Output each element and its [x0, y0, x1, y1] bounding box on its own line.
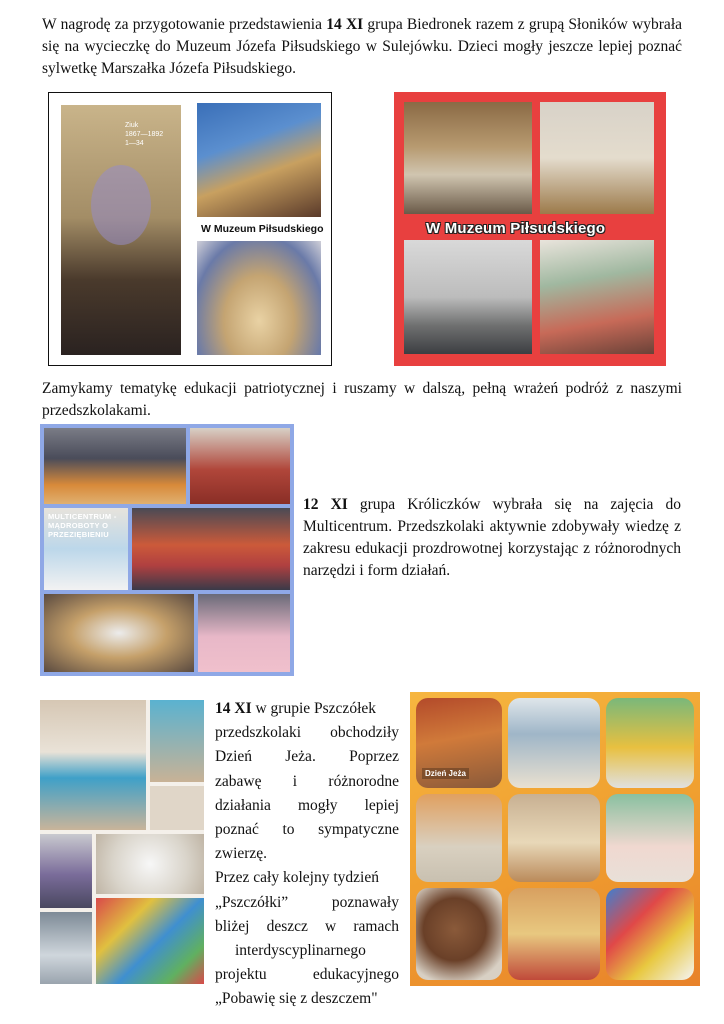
- photo-cotton: [96, 834, 204, 894]
- multicentrum-collage: [40, 424, 294, 676]
- pszczolki-line-2: przedszkolaki obchodziły: [215, 724, 399, 742]
- rain-collage: [40, 700, 204, 984]
- photo-uniform: [404, 240, 532, 354]
- pszczolki-line-9: „Pszczółki” poznawały: [215, 893, 399, 911]
- exhibit-date-3: 1—34: [125, 140, 144, 147]
- pszczolki-line-12: projektu edukacyjnego: [215, 966, 399, 984]
- pszczolki-line-5: działania mogły lepiej: [215, 796, 399, 814]
- photo-floor-play: [190, 428, 290, 504]
- exhibit-date-2: 1867—1892: [125, 131, 164, 138]
- multicentrum-paragraph: [303, 494, 681, 582]
- photo-boy-blocks: [606, 698, 694, 788]
- photo-hedgehog-toy: [416, 888, 502, 980]
- pszczolki-line-7: zwierzę.: [215, 845, 268, 863]
- pszczolki-line-10: bliżej deszcz w ramach: [215, 917, 399, 935]
- photo-boy-floor: [416, 794, 502, 882]
- photo-table-blue: [150, 700, 204, 782]
- exhibit-date-1: Ziuk: [125, 122, 139, 129]
- intro-paragraph: [42, 14, 682, 80]
- photo-colored-tiles: [606, 888, 694, 980]
- photo-exhibition-wall: [61, 105, 181, 355]
- pszczolki-paragraph: [215, 697, 399, 1012]
- photo-sponge: [150, 786, 204, 830]
- photo-children-circle: [197, 241, 321, 355]
- pszczolki-line-1: w grupie Pszczółek: [251, 700, 377, 717]
- pszczolki-line-4: zabawę i różnorodne: [215, 772, 399, 790]
- hedgehog-label: Dzień Jeża: [422, 768, 469, 779]
- photo-water-jar: [40, 834, 92, 908]
- multicentrum-label: MULTICENTRUM - MĄDROBOTY O PRZEZIĘBIENIU: [48, 512, 117, 539]
- photo-display-case: [404, 102, 532, 214]
- museum-collage-right: [394, 92, 666, 366]
- multicentrum-text: grupa Króliczków wybrała się na zajęcia do Multicentrum. Przedszkolaki aktywnie zdobywały wiedzę z zakresu edukacji prozdrowotnej korzystając z różnorodnych narzędzi i form działań.: [303, 496, 681, 579]
- photo-rain-cards: [40, 700, 146, 830]
- pszczolki-line-13: „Pobawię się z deszczem": [215, 990, 378, 1008]
- photo-kids-table: [508, 698, 600, 788]
- photo-circle-group: [44, 594, 194, 672]
- intro-date: 14 XI: [326, 16, 364, 33]
- portrait-silhouette: [91, 165, 151, 245]
- exhibit-dates: [125, 121, 163, 148]
- pszczolki-line-8: Przez cały kolejny tydzień: [215, 869, 379, 887]
- photo-computer-lab: [44, 428, 186, 504]
- pszczolki-line-11: interdyscyplinarnego: [235, 942, 366, 960]
- photo-projection-room: [197, 103, 321, 217]
- intro-text-start: W nagrodę za przygotowanie przedstawienia: [42, 16, 327, 33]
- museum-collage-left: [48, 92, 332, 366]
- photo-two-girls: [198, 594, 290, 672]
- intro-text-end: grupa Biedronek razem z grupą Słoników wybrała się na wycieczkę do Muzeum Józefa Piłsudskiego w Sulejówku. Dzieci mogły jeszcze lepiej poznać sylwetkę Marszałka Józefa Piłsudskiego.: [42, 16, 683, 77]
- hedgehog-collage: [410, 692, 700, 986]
- museum-caption-left: W Muzeum Piłsudskiego: [201, 223, 324, 235]
- photo-artifacts: [540, 102, 654, 214]
- photo-girl-puzzle: [508, 794, 600, 882]
- photo-girl-cards: [606, 794, 694, 882]
- pszczolki-date: 14 XI: [215, 700, 252, 717]
- museum-caption-right: W Muzeum Piłsudskiego: [426, 220, 606, 237]
- multicentrum-date: 12 XI: [303, 496, 348, 513]
- photo-mat-play: [508, 888, 600, 980]
- photo-glasses: [40, 912, 92, 984]
- closing-paragraph: Zamykamy tematykę edukacji patriotycznej i ruszamy w dalszą, pełną wrażeń podróż z naszymi przedszkolakami.: [42, 380, 682, 419]
- photo-presentation-room: [132, 508, 290, 590]
- photo-blocks: [96, 898, 204, 984]
- pszczolki-line-3: Dzień Jeża. Poprzez: [215, 748, 399, 766]
- photo-children-group: [540, 240, 654, 354]
- pszczolki-line-6: poznać to sympatyczne: [215, 821, 399, 839]
